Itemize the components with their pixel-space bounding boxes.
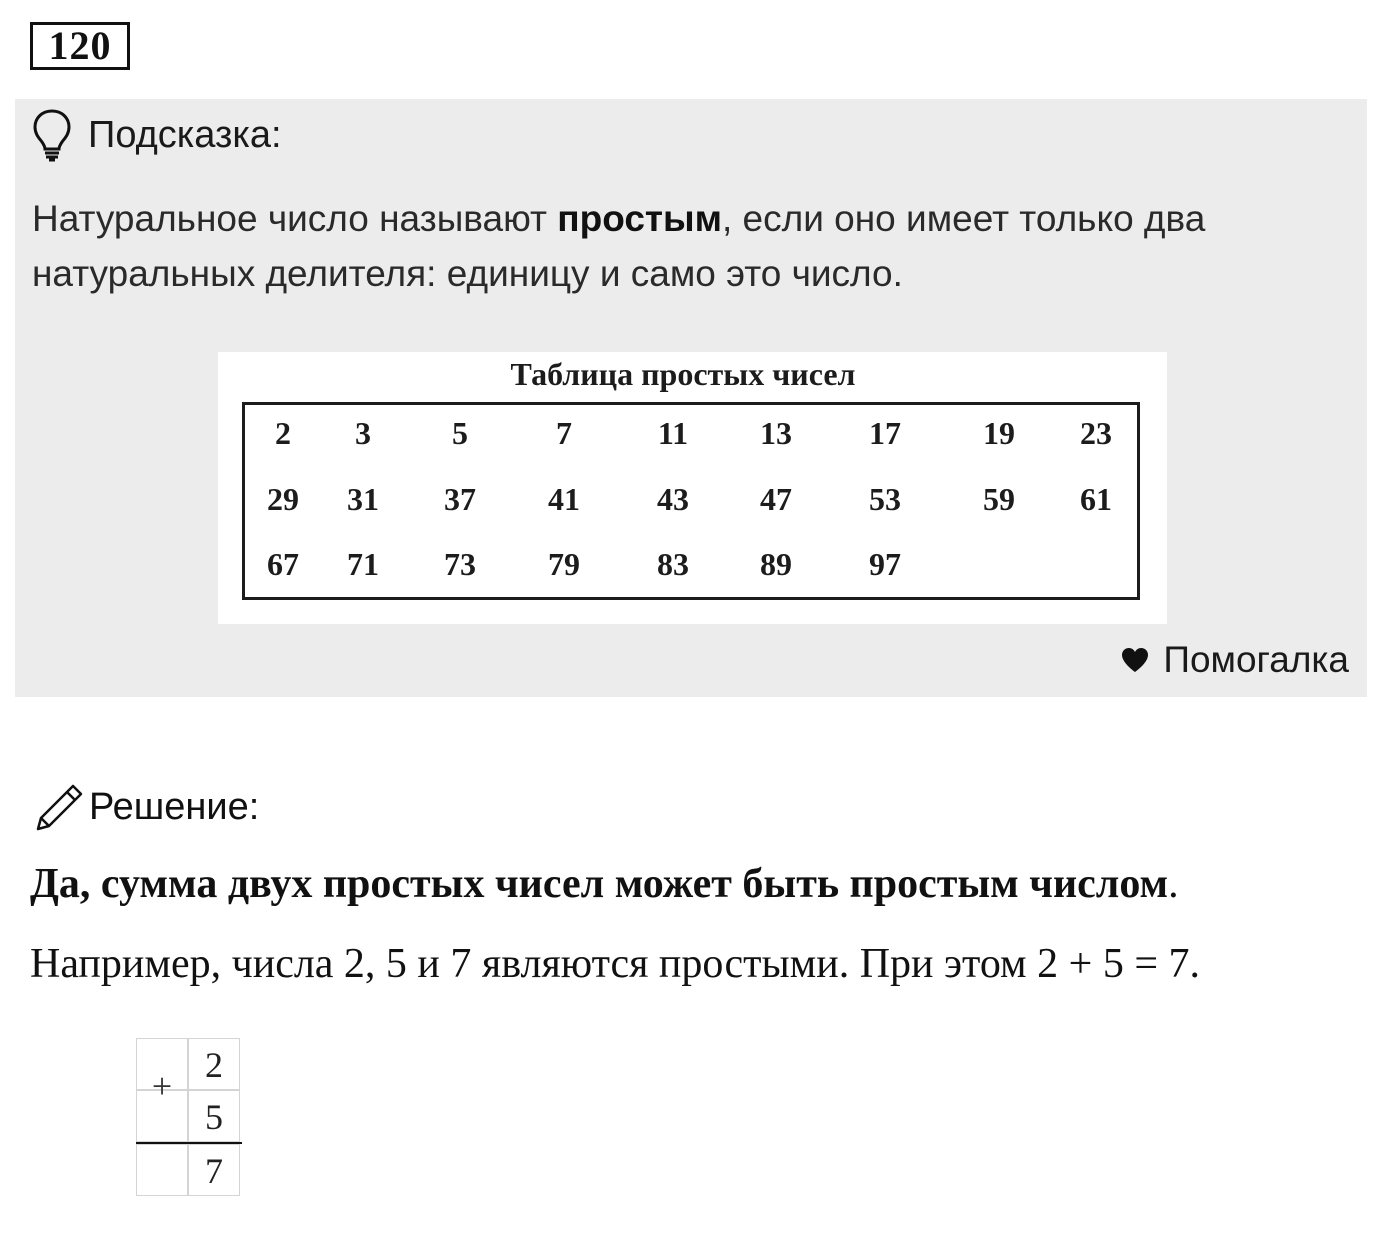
prime-table-grid (242, 402, 1140, 600)
prime-number-cell: 2 (275, 415, 291, 451)
prime-number-cell: 73 (444, 546, 476, 582)
hint-title: Подсказка: (88, 113, 282, 156)
column-addition-operator: + (151, 1066, 173, 1106)
hint-text-start: Натуральное число называют (32, 198, 558, 239)
column-addition-cell (136, 1144, 188, 1196)
prime-number-cell: 23 (1080, 415, 1112, 451)
column-addition-result: 7 (188, 1144, 240, 1196)
column-addition-addend-2: 5 (188, 1090, 240, 1142)
prime-number-cell: 41 (548, 481, 580, 517)
prime-number-cell: 37 (444, 481, 476, 517)
answer-line (30, 860, 1179, 908)
hint-text-end: , если оно имеет только два натуральных делителя: единицу и само это число. (32, 198, 1206, 294)
prime-number-cell: 79 (548, 546, 580, 582)
answer-bold: Да, сумма двух простых чисел может быть простым числом (30, 861, 1169, 907)
prime-number-cell: 59 (983, 481, 1015, 517)
prime-number-cell: 17 (869, 415, 901, 451)
prime-number-cell: 19 (983, 415, 1015, 451)
hint-text-bold: простым (557, 198, 722, 239)
prime-number-cell: 43 (657, 481, 689, 517)
prime-table-caption: Таблица простых чисел (510, 356, 856, 392)
column-addition-rule (136, 1142, 242, 1144)
solution-title: Решение: (89, 786, 260, 828)
prime-number-cell: 3 (355, 415, 371, 451)
prime-number-cell: 83 (657, 546, 689, 582)
prime-number-cell: 7 (556, 415, 572, 451)
lightbulb-icon (32, 108, 72, 162)
prime-number-cell: 31 (347, 481, 379, 517)
hint-header (32, 107, 282, 163)
prime-number-cell: 53 (869, 481, 901, 517)
prime-number-cell: 13 (760, 415, 792, 451)
column-addition-addend-1: 2 (188, 1038, 240, 1090)
prime-number-cell: 89 (760, 546, 792, 582)
prime-number-cell: 71 (347, 546, 379, 582)
heart-icon (1121, 647, 1149, 673)
answer-period: . (1168, 861, 1179, 907)
prime-number-cell: 47 (760, 481, 792, 517)
brand-label (1121, 639, 1349, 681)
example-line: Например, числа 2, 5 и 7 являются простыми. При этом 2 + 5 = 7. (30, 941, 1201, 987)
prime-number-cell: 5 (452, 415, 468, 451)
hint-panel (15, 99, 1367, 697)
prime-number-cell: 29 (267, 481, 299, 517)
brand-name: Помогалка (1163, 639, 1349, 680)
hint-text (32, 191, 1352, 301)
pencil-icon (33, 782, 85, 834)
prime-number-cell: 97 (869, 546, 901, 582)
column-addition (136, 1038, 242, 1197)
task-number: 120 (30, 22, 130, 70)
prime-number-cell: 67 (267, 546, 299, 582)
prime-number-cell: 61 (1080, 481, 1112, 517)
prime-number-cell: 11 (657, 415, 689, 451)
prime-table-image (218, 352, 1167, 624)
solution-header (33, 780, 259, 835)
